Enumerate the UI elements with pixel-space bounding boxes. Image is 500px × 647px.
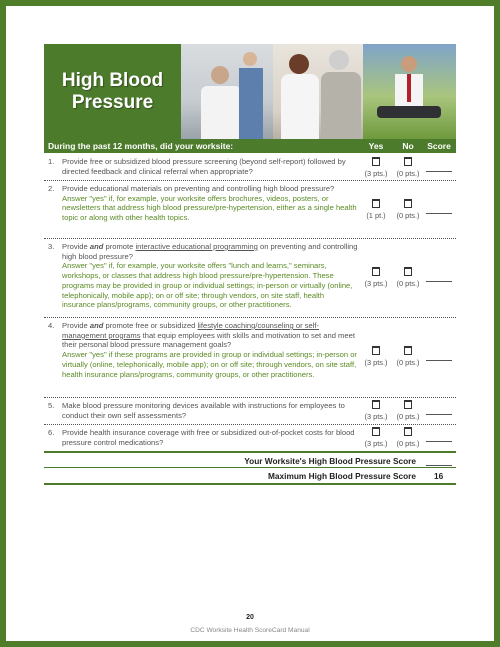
no-points: (0 pts.) xyxy=(396,412,420,421)
yes-points: (3 pts.) xyxy=(364,169,388,178)
row-number: 5. xyxy=(48,401,55,410)
yes-checkbox[interactable] xyxy=(372,427,380,436)
no-points: (0 pts.) xyxy=(396,211,420,220)
yes-points: (3 pts.) xyxy=(364,358,388,367)
no-points: (0 pts.) xyxy=(396,439,420,448)
question-text xyxy=(62,184,358,223)
score-heading: Score xyxy=(427,141,451,151)
question-text: Provide free or subsidized blood pressure screening (beyond self-report) followed by directed feedback and clinical referral when appropriate? xyxy=(62,157,346,176)
yes-points: (3 pts.) xyxy=(364,439,388,448)
question-text: Provide health insurance coverage with free or subsidized out-of-pocket costs for blood pressure control medications? xyxy=(62,428,355,447)
score-field[interactable] xyxy=(426,213,452,214)
no-checkbox[interactable] xyxy=(404,400,412,409)
no-points: (0 pts.) xyxy=(396,279,420,288)
question-main: Provide educational materials on preventing and controlling high blood pressure? xyxy=(62,184,335,193)
answer-guidance: Answer "yes" if, for example, your worksite offers brochures, videos, posters, or newsletters that address high blood pressure/pre-hypertension, either as a single health topic or along with other health topics. xyxy=(62,193,357,223)
yes-points: (3 pts.) xyxy=(364,279,388,288)
yes-checkbox[interactable] xyxy=(372,400,380,409)
page-title: High Blood Pressure xyxy=(61,69,164,113)
no-checkbox[interactable] xyxy=(404,199,412,208)
row-number: 6. xyxy=(48,428,55,437)
yes-checkbox[interactable] xyxy=(372,199,380,208)
manual-title: CDC Worksite Health ScoreCard Manual xyxy=(190,627,310,634)
score-field[interactable] xyxy=(426,414,452,415)
table-row xyxy=(44,398,456,425)
yes-points: (1 pt.) xyxy=(366,211,386,220)
row-number: 4. xyxy=(48,321,55,330)
your-score-label: Your Worksite's High Blood Pressure Score xyxy=(244,456,416,466)
divider xyxy=(44,467,456,468)
photo-clinic-nurse xyxy=(181,44,273,139)
page-number: 20 xyxy=(246,614,254,621)
yes-checkbox[interactable] xyxy=(372,157,380,166)
yes-checkbox[interactable] xyxy=(372,267,380,276)
question-text: Provide and promote interactive educational programming on preventing and controlling high blood pressure? Answer "yes" if, for example, your worksite offers "lunch and learns," seminars, workshops, or classes that address high blood pressure/pre-hypertension. These programs may be provided in group or individual settings; in-person or virtually (online, telephonically, mobile app); on or off site; through vendors, on site staff, health insurance plans/programs, community groups, or other practitioners. xyxy=(62,242,358,310)
question-text: Provide and promote free or subsidized lifestyle coaching/counseling or self-management programs that equip employees with skills and motivation to set and meet their personal blood pressure management goals? Answer "yes" if these programs are provided in group or individual settings; in-person or virtually (online, telephonically, mobile app); on or off site; through vendors, on site staff, health insurance plans/programs, community groups, or other practitioners. xyxy=(62,321,357,379)
no-checkbox[interactable] xyxy=(404,427,412,436)
divider xyxy=(44,483,456,485)
answer-guidance: Answer "yes" if, for example, your worksite offers "lunch and learns," seminars, workshops, or classes that address high blood pressure/pre-hypertension. These programs may be provided in group or individual settings; in-person or virtually (online, telephonically, mobile app); on or off site; through vendors, on site staff, health insurance plans/programs, community groups, or other practitioners. xyxy=(62,261,353,310)
banner-title-box xyxy=(44,44,181,139)
table-row xyxy=(44,318,456,398)
photo-meditating-man xyxy=(363,44,456,139)
banner xyxy=(44,44,456,139)
table-row xyxy=(44,154,456,181)
row-number: 2. xyxy=(48,184,55,193)
your-score-field[interactable] xyxy=(426,465,452,466)
no-checkbox[interactable] xyxy=(404,267,412,276)
table-row xyxy=(44,425,456,452)
table-header xyxy=(44,139,456,153)
max-score-value: 16 xyxy=(434,471,444,481)
no-points: (0 pts.) xyxy=(396,358,420,367)
question-heading: During the past 12 months, did your worksite: xyxy=(48,141,234,151)
score-field[interactable] xyxy=(426,441,452,442)
max-score-row xyxy=(44,471,456,483)
max-score-label: Maximum High Blood Pressure Score xyxy=(268,471,416,481)
score-field[interactable] xyxy=(426,171,452,172)
question-text: Make blood pressure monitoring devices available with instructions for employees to conduct their own self assessments? xyxy=(62,401,345,420)
yes-heading: Yes xyxy=(368,141,384,151)
no-checkbox[interactable] xyxy=(404,157,412,166)
yes-points: (3 pts.) xyxy=(364,412,388,421)
divider xyxy=(44,451,456,453)
score-field[interactable] xyxy=(426,360,452,361)
no-heading: No xyxy=(402,141,414,151)
no-checkbox[interactable] xyxy=(404,346,412,355)
score-field[interactable] xyxy=(426,281,452,282)
row-number: 1. xyxy=(48,157,55,166)
answer-guidance: Answer "yes" if these programs are provided in group or individual settings; in-person or virtually (online, telephonically, mobile app); on or off site; through vendors, on site staff, health insurance plans/programs, community groups, or other practitioners. xyxy=(62,350,357,379)
no-points: (0 pts.) xyxy=(396,169,420,178)
photo-doctor-patient xyxy=(273,44,363,139)
table-row xyxy=(44,181,456,239)
table-row xyxy=(44,239,456,318)
yes-checkbox[interactable] xyxy=(372,346,380,355)
row-number: 3. xyxy=(48,242,55,251)
